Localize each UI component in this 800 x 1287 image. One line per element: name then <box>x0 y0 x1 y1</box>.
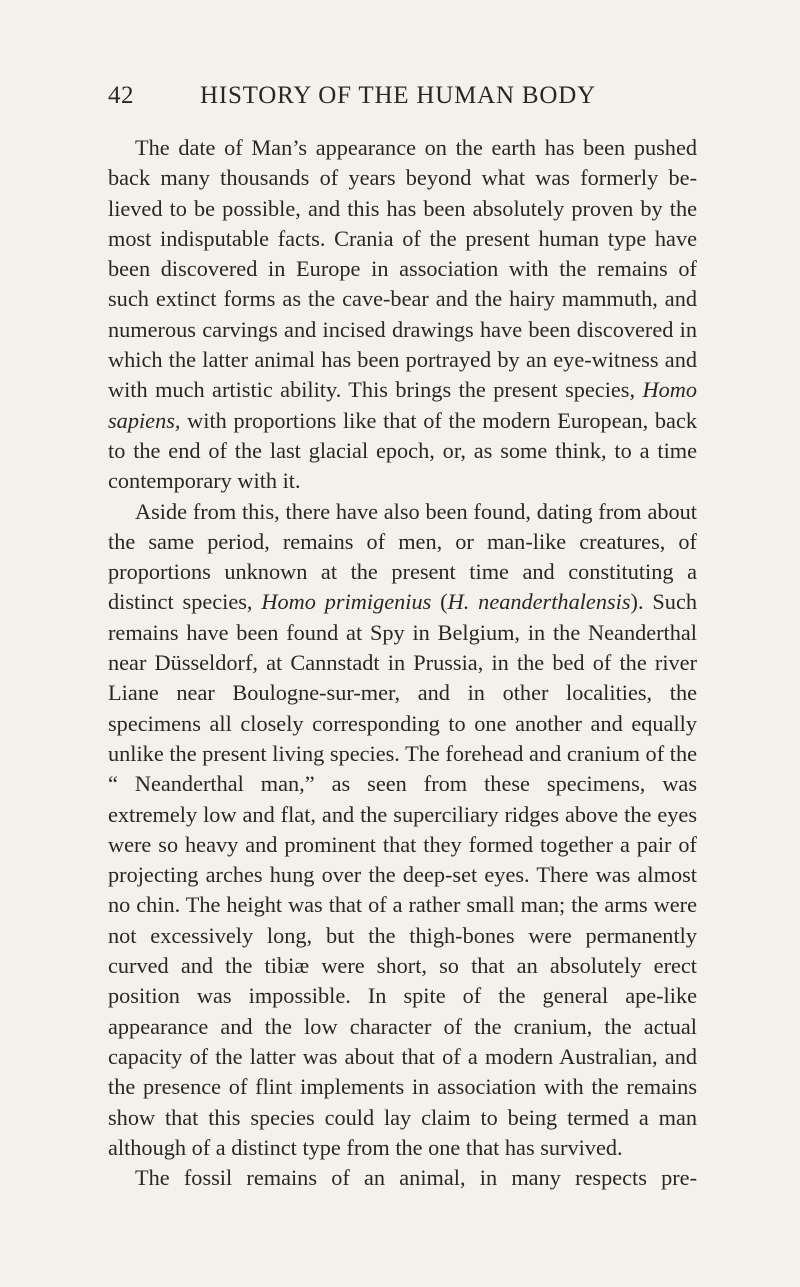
italic-species-name: Homo primigenius <box>261 589 432 615</box>
text-segment: The date of Man’s appearance on the earth has been pushed back many thousands of years beyond what was formerly believed to be possible, and this has been absolutely proven by the most indisputable facts. Crania of the present human type have been discovered in Europe in association with the remains of such extinct forms as the cave-bear and the hairy mammuth, and numerous carvings and incised drawings have been discovered in which the latter animal has been portrayed by an eye-witness and with much artistic ability. This brings the present species, <box>108 135 697 403</box>
running-title: HISTORY OF THE HUMAN BODY <box>200 82 596 109</box>
italic-species-name: H. neanderthalensis <box>447 589 631 615</box>
paragraph-2 <box>108 497 697 1164</box>
text-segment: with proportions like that of the modern European, back to the end of the last glacial epoch, or, as some think, to a time contemporary with it. <box>108 407 697 494</box>
paragraph-3 <box>108 1163 697 1193</box>
italic-species-name: Homo sapiens, <box>108 377 697 433</box>
text-segment: ( <box>431 589 448 615</box>
text-segment: Aside from this, there have also been found, dating from about the same period, remains of men, or man-like creatures, of proportions unknown at the present time and constituting a distinct species, <box>108 498 697 615</box>
text-segment: ). Such remains have been found at Spy in Belgium, in the Neanderthal near Düsseldorf, at Cannstadt in Prussia, in the bed of the river Liane near Boulogne-sur-mer, and in other localities, the specimens all closely corresponding to one another and equally unlike the present living species. The forehead and cranium of the “ Neanderthal man,” as seen from these specimens, was extremely low and flat, and the superciliary ridges above the eyes were so heavy and prominent that they formed together a pair of projecting arches hung over the deep-set eyes. There was almost no chin. The height was that of a rather small man; the arms were not excessively long, but the thigh-bones were permanently curved and the tibiæ were short, so that an absolutely erect position was impossible. In spite of the general ape-like appearance and the low character of the cranium, the actual capacity of the latter was about that of a modern Australian, and the presence of flint implements in association with the remains show that this species could lay claim to being termed a man although of a distinct type from the one that has survived. <box>108 589 697 1160</box>
text-segment: The fossil remains of an animal, in many respects pre- <box>135 1165 697 1191</box>
paragraph-1 <box>108 133 697 497</box>
body-text <box>108 133 697 1193</box>
page-number: 42 <box>108 82 134 109</box>
